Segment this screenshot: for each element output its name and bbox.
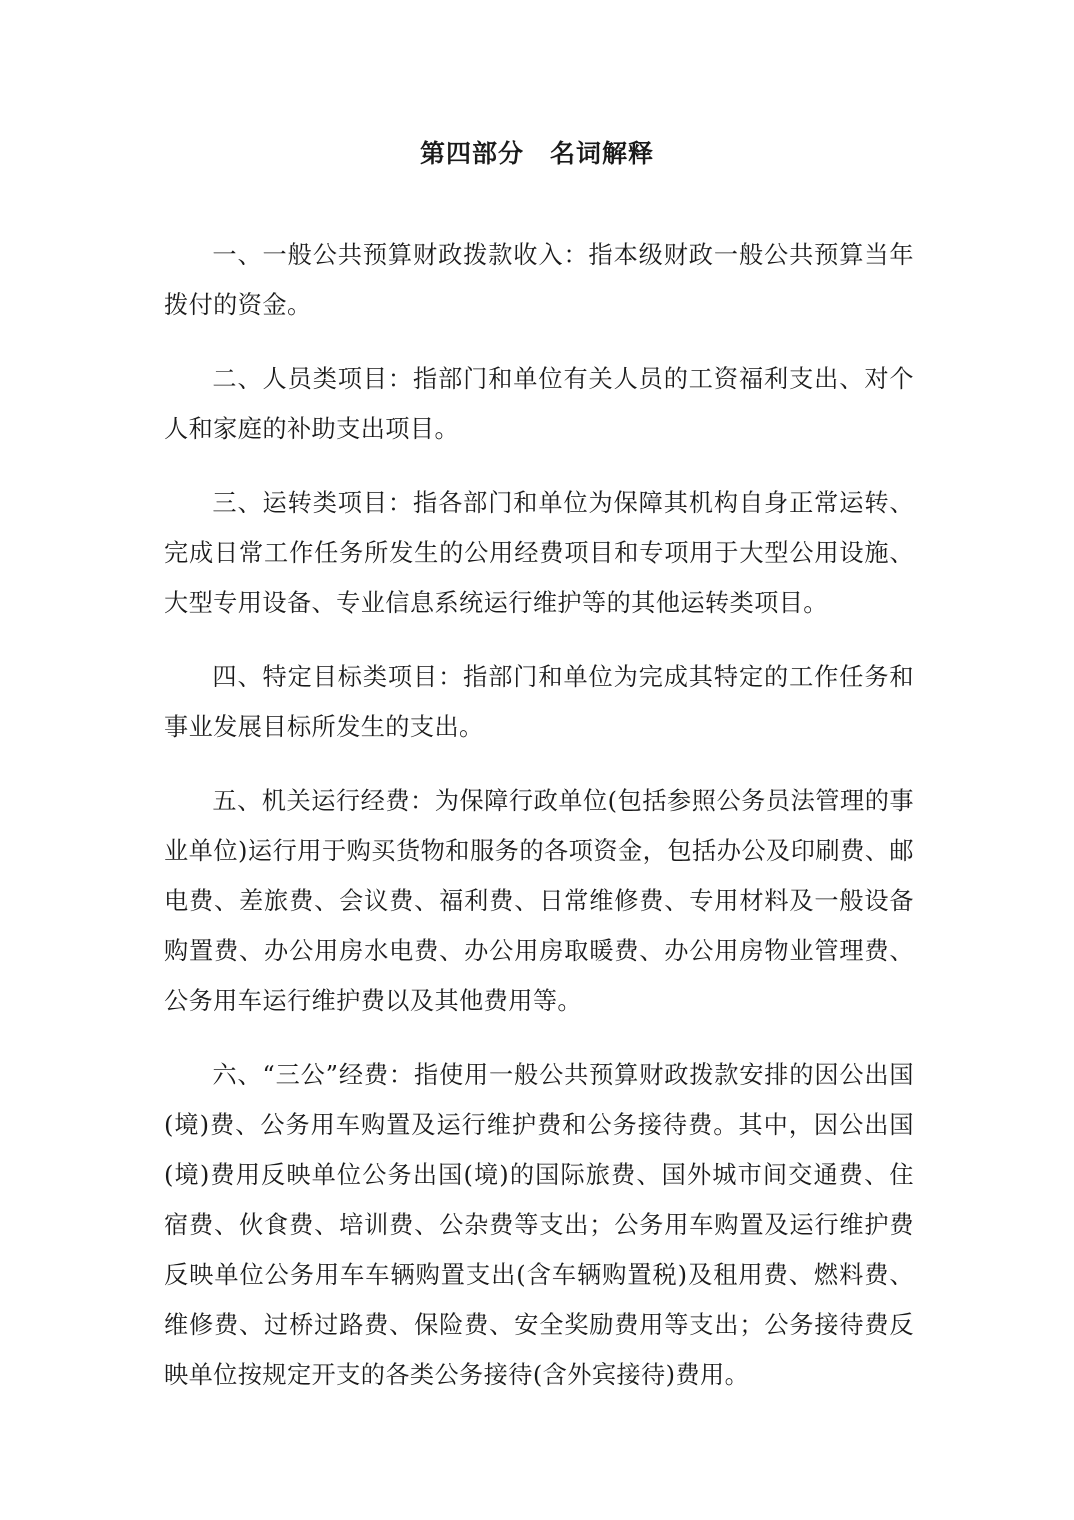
paragraph-specific-target-projects: 四、特定目标类项目：指部门和单位为完成其特定的工作任务和事业发展目标所发生的支出。: [164, 663, 914, 741]
paragraph-three-public-expenses: 六、“三公”经费：指使用一般公共预算财政拨款安排的因公出国(境)费、公务用车购置及运行维护费和公务接待费。其中，因公出国(境)费用反映单位公务出国(境)的国际旅费、国外城市间交通费、住宿费、伙食费、培训费、公杂费等支出；公务用车购置及运行维护费反映单位公务用车车辆购置支出(含车辆购置税)及租用费、燃料费、维修费、过桥过路费、保险费、安全奖励费用等支出；公务接待费反映单位按规定开支的各类公务接待(含外宾接待)费用。: [164, 1061, 914, 1389]
paragraph-personnel-projects: 二、人员类项目：指部门和单位有关人员的工资福利支出、对个人和家庭的补助支出项目。: [164, 365, 914, 443]
paragraph-general-budget-income: 一、一般公共预算财政拨款收入：指本级财政一般公共预算当年拨付的资金。: [164, 241, 914, 319]
document-body: [164, 230, 914, 1424]
paragraph-operation-projects: 三、运转类项目：指各部门和单位为保障其机构自身正常运转、完成日常工作任务所发生的公用经费项目和专项用于大型公用设施、大型专用设备、专业信息系统运行维护等的其他运转类项目。: [164, 489, 914, 617]
paragraph-agency-operating-expenses: 五、机关运行经费：为保障行政单位(包括参照公务员法管理的事业单位)运行用于购买货物和服务的各项资金，包括办公及印刷费、邮电费、差旅费、会议费、福利费、日常维修费、专用材料及一般设备购置费、办公用房水电费、办公用房取暖费、办公用房物业管理费、公务用车运行维护费以及其他费用等。: [164, 787, 914, 1015]
page-title: 第四部分 名词解释: [419, 139, 654, 168]
